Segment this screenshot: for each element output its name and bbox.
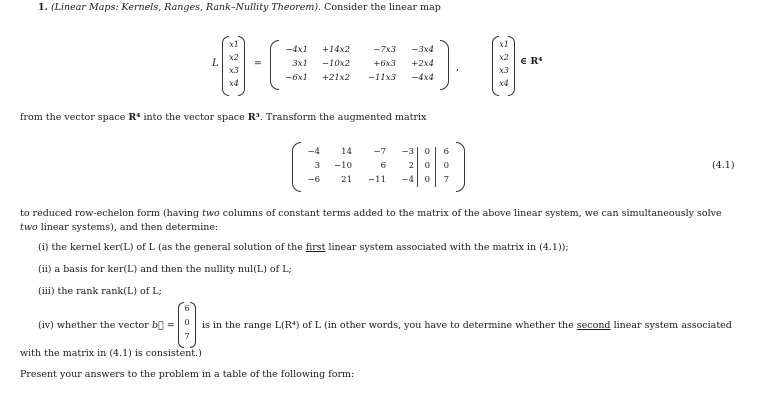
matrix-cell: 7 (443, 175, 449, 185)
from-text: from the vector space (20, 112, 126, 123)
item-i-text: (i) the kernel ker(L) of L (as the general solution of the (38, 242, 303, 253)
item-iv-text-a: (iv) whether the vector (38, 320, 149, 331)
from-line (20, 112, 426, 123)
vector-b-right-paren (190, 302, 196, 348)
item-iii: (iii) the rank rank(L) of L; (38, 286, 162, 297)
matrix-cell: −10 (334, 161, 352, 171)
matrix-cell: 21 (341, 175, 352, 185)
matrix-cell: −3 (401, 147, 414, 157)
codomain-space: R³ (247, 112, 260, 123)
vector-b-entry: 0 (184, 318, 190, 327)
vector-b-entry: 6 (184, 304, 190, 313)
matrix-cell: −4 (401, 175, 414, 185)
item-iv-text-c: linear system associated (613, 320, 732, 331)
domain-vector-entry: x2 (499, 53, 509, 62)
into-text: into the vector space (143, 112, 245, 123)
domain-vector-entry: x4 (499, 79, 509, 88)
operator-L: L (212, 58, 219, 69)
item-iv-second: second (576, 320, 611, 331)
item-i-first: first (305, 242, 326, 253)
map-row-term: −6x1 (285, 73, 308, 83)
matrix-cell: −6 (307, 175, 320, 185)
item-i (38, 242, 569, 253)
matrix-cell: 14 (341, 147, 352, 157)
matrix-cell: 3 (314, 161, 320, 171)
transform-text: . Transform the augmented matrix (259, 112, 427, 123)
matrix-cell: −4 (307, 147, 320, 157)
item-ii: (ii) a basis for ker(L) and then the nullity nul(L) of L; (38, 264, 292, 275)
input-vector-entry: x1 (229, 40, 239, 49)
reduce-text-c: linear systems), and then determine: (40, 222, 219, 233)
vector-b-entry: 7 (184, 332, 190, 341)
domain-vector-right-paren (508, 36, 515, 96)
input-vector-entry: x2 (229, 53, 239, 62)
item-iv-text-b: is in the range L(R⁴) of L (in other words, you have to determine whether the (202, 320, 574, 331)
reduce-line-2 (20, 222, 218, 233)
matrix-right-paren (456, 142, 465, 192)
problem-number: 1. (38, 2, 48, 13)
map-row-term: −3x4 (411, 45, 434, 55)
matrix-cell: 0 (443, 161, 449, 171)
matrix-cell: 0 (424, 175, 430, 185)
item-iv-continuation: with the matrix in (4.1) is consistent.) (20, 348, 202, 359)
matrix-cell: 0 (424, 161, 430, 171)
map-row-term: 3x1 (292, 59, 308, 69)
map-row-term: −10x2 (321, 59, 350, 69)
augment-divider (435, 147, 436, 187)
equals-sign: = (254, 58, 262, 69)
item-i-text-b: linear system associated with the matrix in (4.1)); (328, 242, 569, 253)
reduce-text-b: columns of constant terms added to the matrix of the above linear system, we can simultaneously solve (222, 208, 722, 219)
reduce-line (20, 208, 722, 219)
matrix-cell: 2 (408, 161, 414, 171)
input-vector-right-paren (238, 36, 245, 96)
matrix-cell: 0 (424, 147, 430, 157)
domain-space: R⁴ (128, 112, 141, 123)
map-row-term: +14x2 (321, 45, 350, 55)
map-row-term: −11x3 (367, 73, 396, 83)
problem-title: (Linear Maps: Kernels, Ranges, Rank–Nullity Theorem). (50, 2, 322, 13)
input-vector-entry: x3 (229, 66, 239, 75)
equation-label: (4.1) (712, 160, 735, 171)
item-iv-text (202, 320, 732, 331)
domain-vector-entry: x1 (499, 40, 509, 49)
emph-two: two (202, 208, 220, 219)
membership-R4: ∈ R⁴ (520, 56, 543, 67)
problem-intro: Consider the linear map (324, 2, 441, 13)
emph-two: two (20, 222, 38, 233)
reduce-text-a: to reduced row-echelon form (having (20, 208, 200, 219)
vector-b-label: b⃗ = (152, 320, 175, 331)
map-row-term: −4x4 (411, 73, 434, 83)
problem-header (38, 2, 441, 13)
image-vector-right-paren (440, 40, 449, 90)
map-row-term: −4x1 (285, 45, 308, 55)
map-row-term: +6x3 (373, 59, 396, 69)
map-row-term: −7x3 (373, 45, 396, 55)
matrix-cell: −11 (368, 175, 386, 185)
matrix-cell: 6 (380, 161, 386, 171)
equation-comma: , (456, 62, 460, 73)
map-row-term: +21x2 (321, 73, 350, 83)
closing-instruction: Present your answers to the problem in a table of the following form: (20, 369, 355, 380)
map-row-term: +2x4 (411, 59, 434, 69)
matrix-cell: 6 (443, 147, 449, 157)
input-vector-entry: x4 (229, 79, 239, 88)
matrix-cell: −7 (373, 147, 386, 157)
domain-vector-entry: x3 (499, 66, 509, 75)
